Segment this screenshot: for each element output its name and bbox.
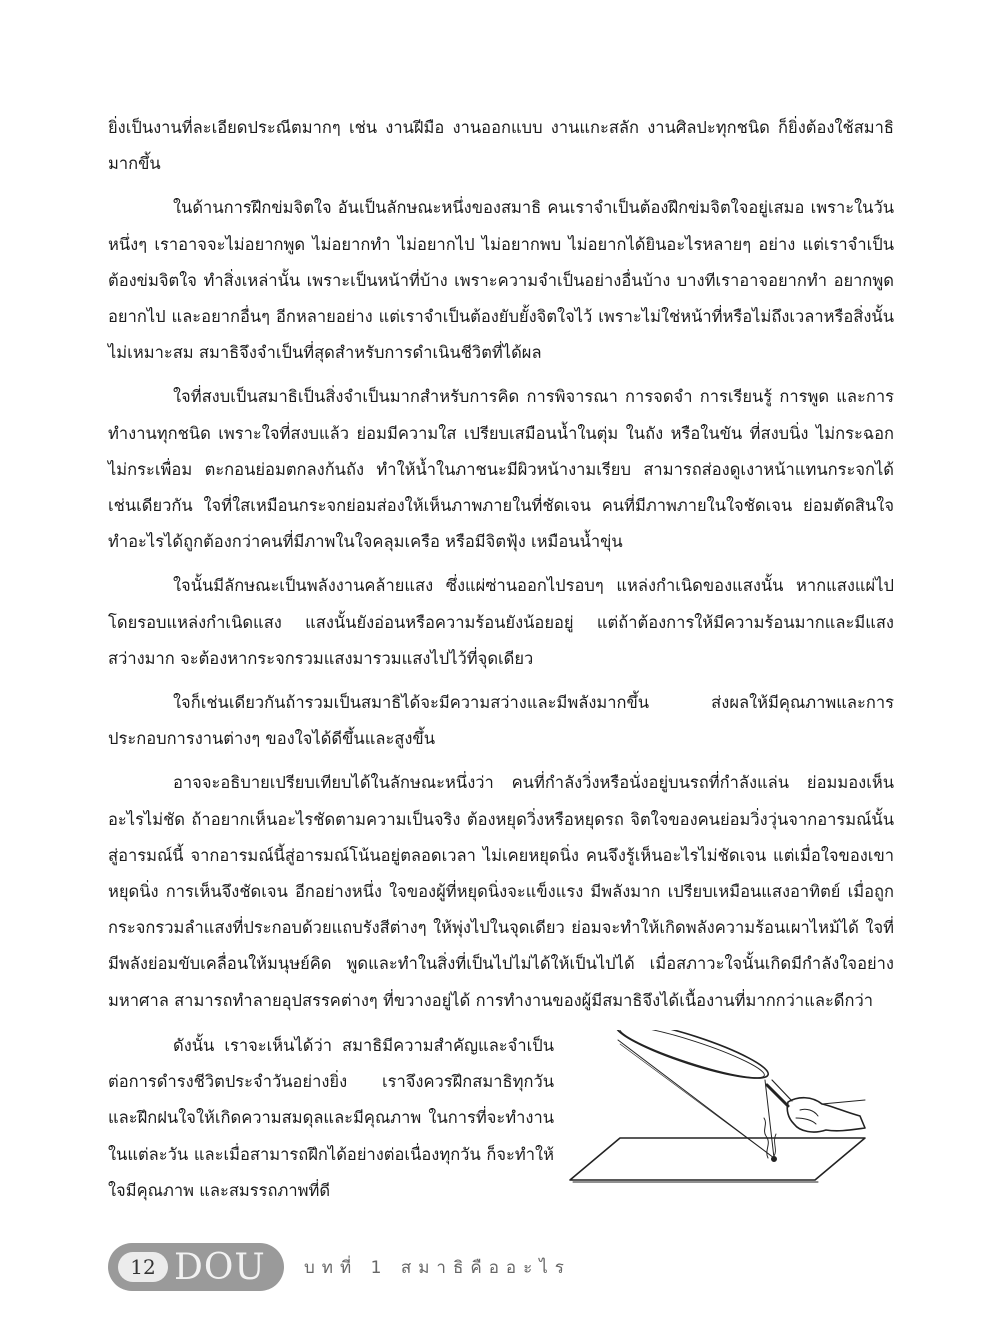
page-number: 12 (118, 1252, 168, 1282)
paragraph-1: ยิ่งเป็นงานที่ละเอียดประณีตมากๆ เช่น งานฝีมือ งานออกแบบ งานแกะสลัก งานศิลปะทุกชนิด ก็ยิ่งต้องใช้สมาธิมากขึ้น (108, 118, 894, 174)
brand-logo: DOU (174, 1247, 266, 1288)
footer-badge (108, 1243, 284, 1291)
paragraph-2: ในด้านการฝึกข่มจิตใจ อันเป็นลักษณะหนึ่งของสมาธิ คนเราจำเป็นต้องฝึกข่มจิตใจอยู่เสมอ เพราะในวันหนึ่งๆ เราอาจจะไม่อยากพูด ไม่อยากทำ ไม่อยากไป ไม่อยากพบ ไม่อยากได้ยินอะไรหลายๆ อย่าง แต่เราจำเป็นต้องข่มจิตใจ ทำสิ่งเหล่านั้น เพราะเป็นหน้าที่บ้าง เพราะความจำเป็นอย่างอื่นบ้าง บางทีเราอาจอยากทำ อยากพูด อยากไป และอยากอื่นๆ อีกหลายอย่าง แต่เราจำเป็นต้องยับยั้งจิตใจไว้ เพราะไม่ใช่หน้าที่หรือไม่ถึงเวลาหรือสิ่งนั้นไม่เหมาะสม สมาธิจึงจำเป็นที่สุดสำหรับการดำเนินชีวิตที่ได้ผล (108, 198, 894, 363)
paragraph-7: ดังนั้น เราจะเห็นได้ว่า สมาธิมีความสำคัญและจำเป็นต่อการดำรงชีวิตประจำวันอย่างยิ่ง เราจึงควรฝึกสมาธิทุกวัน และฝึกฝนใจให้เกิดความสมดุลและมีคุณภาพ ในการที่จะทำงานในแต่ละวัน และเมื่อสามารถฝึกได้อย่างต่อเนื่องทุกวัน ก็จะทำให้ใจมีคุณภาพ และสมรรถภาพที่ดี (108, 1036, 554, 1200)
paragraph-4: ใจนั้นมีลักษณะเป็นพลังงานคล้ายแสง ซึ่งแผ่ซ่านออกไปรอบๆ แหล่งกำเนิดของแสงนั้น หากแสงแผ่ไปโดยรอบแหล่งกำเนิดแสง แสงนั้นยังอ่อนหรือความร้อนยังน้อยอยู่ แต่ถ้าต้องการให้มีความร้อนมากและมีแสงสว่างมาก จะต้องหากระจกรวมแสงมารวมแสงไปไว้ที่จุดเดียว (108, 576, 894, 668)
body-text (108, 110, 894, 1027)
paragraph-3: ใจที่สงบเป็นสมาธิเป็นสิ่งจำเป็นมากสำหรับการคิด การพิจารณา การจดจำ การเรียนรู้ การพูด และการทำงานทุกชนิด เพราะใจที่สงบแล้ว ย่อมมีความใส เปรียบเสมือนน้ำในตุ่ม ในถัง หรือในขัน ที่สงบนิ่ง ไม่กระฉอก ไม่กระเพื่อม ตะกอนย่อมตกลงก้นถัง ทำให้น้ำในภาชนะมีผิวหน้างามเรียบ สามารถส่องดูเงาหน้าแทนกระจกได้ เช่นเดียวกัน ใจที่ใสเหมือนกระจกย่อมส่องให้เห็นภาพภายในที่ชัดเจน คนที่มีภาพภายในใจชัดเจน ย่อมตัดสินใจทำอะไรได้ถูกต้องกว่าคนที่มีภาพในใจคลุมเครือ หรือมีจิตฟุ้ง เหมือนน้ำขุ่น (108, 387, 894, 552)
magnifying-glass-icon (560, 1030, 875, 1210)
paragraph-6: อาจจะอธิบายเปรียบเทียบได้ในลักษณะหนึ่งว่า คนที่กำลังวิ่งหรือนั่งอยู่บนรถที่กำลังแล่น ย่อมมองเห็นอะไรไม่ชัด ถ้าอยากเห็นอะไรชัดตามความเป็นจริง ต้องหยุดวิ่งหรือหยุดรถ จิตใจของคนย่อมวิ่งวุ่นจากอารมณ์นั้นสู่อารมณ์นี้ จากอารมณ์นี้สู่อารมณ์โน้นอยู่ตลอดเวลา ไม่เคยหยุดนิ่ง คนจึงรู้เห็นอะไรไม่ชัดเจน แต่เมื่อใจของเขาหยุดนิ่ง การเห็นจึงชัดเจน อีกอย่างหนึ่ง ใจของผู้ที่หยุดนิ่งจะแข็งแรง มีพลังมาก เปรียบเหมือนแสงอาทิตย์ เมื่อถูกกระจกรวมลำแสงที่ประกอบด้วยแถบรังสีต่างๆ ให้พุ่งไปในจุดเดียว ย่อมจะทำให้เกิดพลังความร้อนเผาไหม้ได้ ใจที่มีพลังย่อมขับเคลื่อนให้มนุษย์คิด พูดและทำในสิ่งที่เป็นไปไม่ได้ให้เป็นไปได้ เมื่อสภาวะใจนั้นเกิดมีกำลังใจอย่างมหาศาล สามารถทำลายอุปสรรคต่างๆ ที่ขวางอยู่ได้ การทำงานของผู้มีสมาธิจึงได้เนื้องานที่มากกว่าและดีกว่า (108, 773, 894, 1010)
chapter-title: บทที่ 1 สมาธิคืออะไร (304, 1258, 571, 1278)
closing-text (108, 1028, 554, 1209)
magnifying-glass-illustration (560, 1030, 875, 1210)
paragraph-5: ใจก็เช่นเดียวกันถ้ารวมเป็นสมาธิได้จะมีความสว่างและมีพลังมากขึ้น ส่งผลให้มีคุณภาพและการประกอบการงานต่างๆ ของใจได้ดีขึ้นและสูงขึ้น (108, 693, 894, 749)
page-footer (108, 1243, 908, 1293)
